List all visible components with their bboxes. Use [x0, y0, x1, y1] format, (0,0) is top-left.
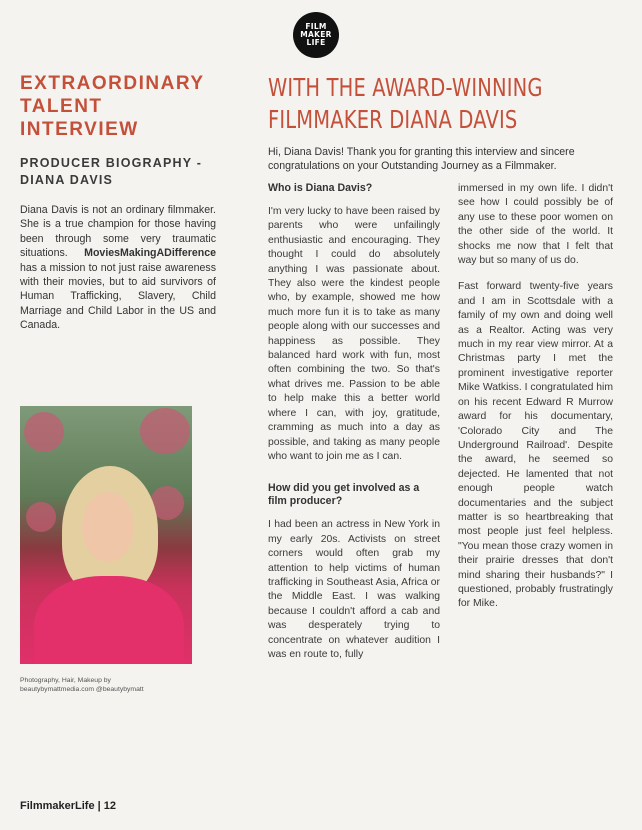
bio-text: [20, 203, 216, 333]
bio-text-part-1: Diana Davis is not an ordinary filmmaker. She is a true champion for those having been through some very traumatic situations.: [20, 204, 216, 260]
logo-line-maker: MAKER: [300, 30, 332, 39]
article-title: WITH THE AWARD-WINNING FILMMAKER DIANA DAVIS: [268, 73, 543, 134]
page-footer: FilmmakerLife | 12: [20, 800, 117, 812]
photo-credit: [20, 676, 210, 694]
bio-heading: PRODUCER BIOGRAPHY - DIANA DAVIS: [20, 156, 203, 187]
logo-line-film: FILM: [305, 22, 327, 31]
section-kicker: EXTRAORDINARY TALENT INTERVIEW: [20, 73, 205, 140]
paragraph-continued: immersed in my own life. I didn't see how I could possibly be of any use to these poor women on the other side of the world. It shocks me now that I felt that way but so many of us do.: [458, 183, 613, 267]
article-column-2: [268, 182, 440, 662]
photo-credit-line-2: beautybymattmedia.com @beautybymatt: [20, 686, 144, 693]
answer-1: I'm very lucky to have been raised by parents who were unfailingly enthusiastic and encouraging. They thought I could do absolutely anything I was passionate about. They also were the kindest people who, by example, showed me how much more fun it is to take as many people along with our successes and happiness as possible. They balanced hard work with fun, most often combining the two. So that's what drives me. Passion to be able to help make this a better world where I can, with joy, gratitude, cramming as much into a day as possible, and taking as many people who want to join me as I can.: [268, 206, 440, 462]
bio-text-part-2: has a mission to not just raise awareness with their movies, but to aid survivors of Human Trafficking, Slavery, Child Marriage and Child Labor in the US and Canada.: [20, 261, 216, 332]
photo-credit-line-1: Photography, Hair, Makeup by: [20, 677, 111, 684]
bio-organization-name: MoviesMakingADifference: [84, 247, 216, 260]
question-2: How did you get involved as a film producer?: [268, 482, 420, 508]
paragraph-fast-forward: Fast forward twenty-five years and I am in Scottsdale with a family of my own and doing well as a Realtor. Acting was very much in my rear view mirror. At a Christmas party I met the prominent investigative reporter Mike Watkiss. I congratulated him on his recent Edward R Murrow award for his documentary, 'Colorado City and The Underground Railroad'. Despite the award, he seemed so dejected. He lamented that not enough people watch documentaries and the subject matter is so heartbreaking that most people just feel helpless. "You mean those crazy women in their prairie dresses that don't mind sharing their husbands?" I questioned, probably frustratingly for Mike.: [458, 281, 613, 610]
portrait-photo: [20, 406, 192, 664]
answer-2: I had been an actress in New York in my early 20s. Activists on street corners would often grab my attention to help victims of human trafficking in Southeast Asia, Africa or the Middle East. I was walking because I couldn't afford a cab and was desperately trying to concentrate on whatever audition I was en route to, fully: [268, 519, 440, 660]
filmmaker-life-logo: [293, 12, 339, 58]
article-column-3: [458, 182, 613, 624]
question-1: Who is Diana Davis?: [268, 182, 373, 194]
article-intro: Hi, Diana Davis! Thank you for granting this interview and sincere congratulations on your Outstanding Journey as a Filmmaker.: [268, 146, 575, 172]
sidebar-column: [20, 72, 216, 333]
logo-line-life: LIFE: [306, 38, 326, 47]
